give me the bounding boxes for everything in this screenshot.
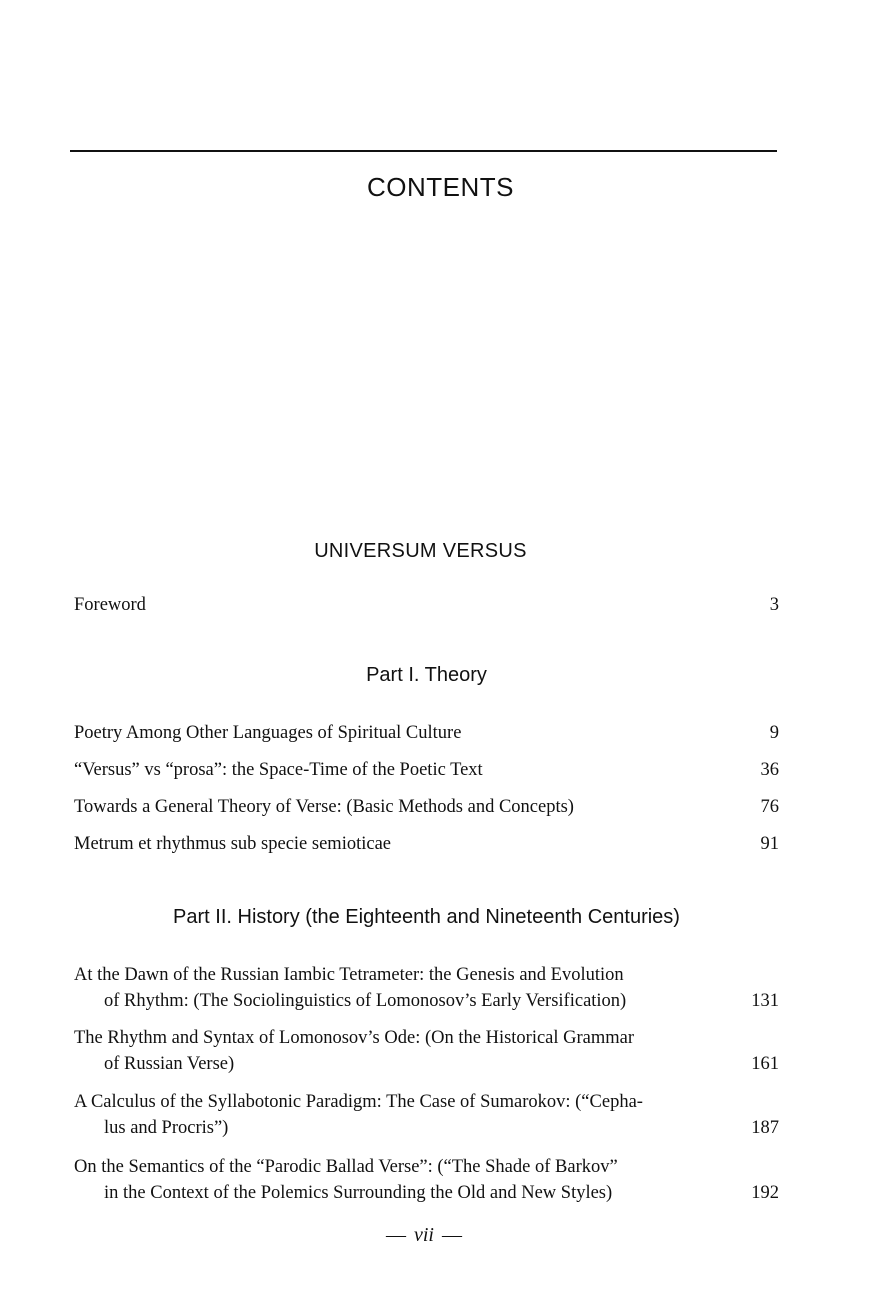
toc-entry[interactable] <box>74 720 779 746</box>
toc-entry[interactable] <box>74 794 779 820</box>
toc-entry[interactable] <box>74 831 779 857</box>
toc-entry[interactable] <box>74 1089 779 1141</box>
toc-entry-title-line1: A Calculus of the Syllabotonic Paradigm: The Case of Sumarokov: (“Cepha- <box>74 1092 643 1112</box>
toc-entry-title: Towards a General Theory of Verse: (Basic Methods and Concepts) <box>74 797 574 817</box>
toc-entry-page: 76 <box>760 797 779 817</box>
toc-entry-page: 9 <box>769 723 779 743</box>
page-number <box>0 1224 848 1247</box>
toc-entry-title: “Versus” vs “prosa”: the Space-Time of the Poetic Text <box>74 760 483 780</box>
toc-entry[interactable] <box>74 1025 779 1077</box>
top-rule <box>70 150 777 152</box>
toc-entry-title: Metrum et rhythmus sub specie semioticae <box>74 834 391 854</box>
toc-entry-title <box>74 1154 724 1206</box>
part-heading-history: Part II. History (the Eighteenth and Nineteenth Centuries) <box>173 906 680 928</box>
toc-entry-title <box>74 1089 724 1141</box>
toc-entry-page: 187 <box>751 1118 779 1138</box>
toc-entry-title <box>74 962 724 1014</box>
folio-number: vii <box>414 1224 434 1246</box>
toc-entry-title-line1: At the Dawn of the Russian Iambic Tetrameter: the Genesis and Evolution <box>74 965 624 985</box>
book-title: UNIVERSUM VERSUS <box>314 540 527 562</box>
toc-entry-title-line2: in the Context of the Polemics Surrounding the Old and New Styles) <box>104 1183 613 1203</box>
toc-entry[interactable] <box>74 1154 779 1206</box>
toc-entry-page: 3 <box>769 595 779 615</box>
toc-entry-foreword[interactable] <box>74 592 779 618</box>
toc-entry-title-line1: On the Semantics of the “Parodic Ballad Verse”: (“The Shade of Barkov” <box>74 1157 618 1177</box>
toc-entry-title: Foreword <box>74 595 146 615</box>
toc-entry-page: 131 <box>751 991 779 1011</box>
toc-entry[interactable] <box>74 757 779 783</box>
toc-entry-page: 91 <box>760 834 779 854</box>
part-heading-theory: Part I. Theory <box>366 664 487 686</box>
toc-entry-title-line2: of Rhythm: (The Sociolinguistics of Lomonosov’s Early Versification) <box>104 991 627 1011</box>
folio-dash-left: — <box>386 1224 406 1246</box>
page-title: CONTENTS <box>367 172 514 202</box>
toc-entry-title-line1: The Rhythm and Syntax of Lomonosov’s Ode: (On the Historical Grammar <box>74 1028 635 1048</box>
toc-entry-page: 161 <box>751 1054 779 1074</box>
toc-entry[interactable] <box>74 962 779 1014</box>
toc-entry-title-line2: of Russian Verse) <box>104 1054 235 1074</box>
toc-entry-title <box>74 1025 724 1077</box>
toc-entry-page: 36 <box>760 760 779 780</box>
toc-entry-title-line2: lus and Procris”) <box>104 1118 229 1138</box>
toc-entry-title: Poetry Among Other Languages of Spiritual Culture <box>74 723 462 743</box>
toc-entry-page: 192 <box>751 1183 779 1203</box>
folio-dash-right: — <box>442 1224 462 1246</box>
